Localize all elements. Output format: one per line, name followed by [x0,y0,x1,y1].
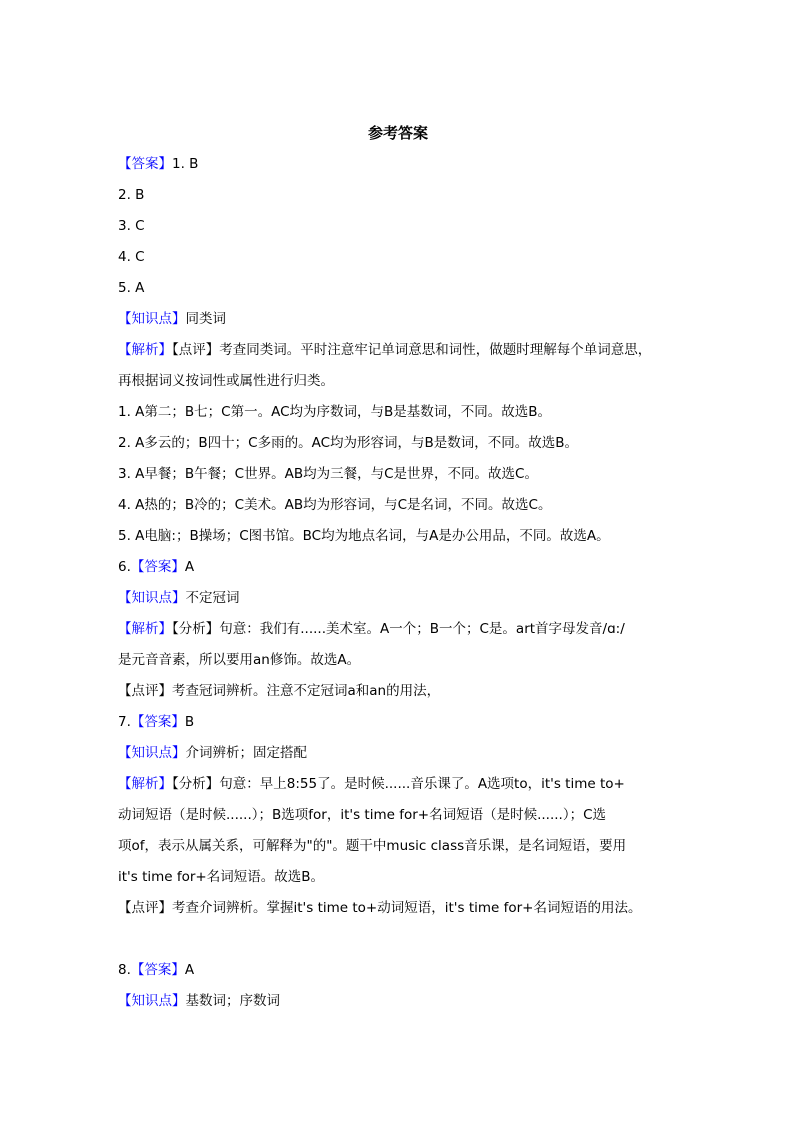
section-label: 【知识点】 [118,745,186,761]
section-label: 【解析】 [118,621,172,637]
text-line [118,304,678,335]
section-label: 【解析】 [118,776,172,792]
text-line [118,862,678,893]
line-text: it's time for+名词短语。故选B。 [118,869,325,885]
text-line [118,738,678,769]
section-label: 【答案】 [118,156,172,172]
line-text: 是元音音素，所以要用an修饰。故选A。 [118,652,361,668]
section-label: 【知识点】 [118,311,186,327]
line-text: 【点评】考查介词辨析。掌握it's time to+动词短语，it's time for+名词短语的用法。 [118,900,642,916]
line-text: 项of，表示从属关系，可解释为"的"。题干中music class音乐课，是名词短语，要用 [118,838,627,854]
text-line [118,180,678,211]
blank-line [118,924,678,955]
line-text: 4. A热的；B冷的；C美术。AB均为形容词，与C是名词，不同。故选C。 [118,497,552,513]
line-text: 不定冠词 [185,590,240,606]
line-text: 再根据词义按词性或属性进行归类。 [118,373,334,389]
line-text: 5. A电脑:；B操场；C图书馆。BC均为地点名词，与A是办公用品，不同。故选A。 [118,528,610,544]
text-line [118,614,678,645]
text-line [118,366,678,397]
line-text: 8. [118,962,131,978]
text-line [118,459,678,490]
text-line [118,676,678,707]
line-text: 3. A早餐；B午餐；C世界。AB均为三餐，与C是世界，不同。故选C。 [118,466,538,482]
line-text: B [184,714,195,730]
line-text: 【点评】考查同类词。平时注意牢记单词意思和词性，做题时理解每个单词意思， [172,342,652,358]
line-text: 介词辨析；固定搭配 [185,745,307,761]
text-line [118,273,678,304]
text-line [118,521,678,552]
line-text: 【点评】考查冠词辨析。注意不定冠词a和an的用法， [118,683,441,699]
section-label: 【答案】 [130,559,185,575]
line-text: 基数词；序数词 [185,993,280,1009]
text-line [118,893,678,924]
text-line [118,211,678,242]
line-text: 【分析】句意：我们有......美术室。A一个；B一个；C是。art首字母发音/ɑ:/ [172,621,625,637]
text-line [118,149,678,180]
line-text: 7. [118,714,131,730]
line-text: 4. C [118,249,145,265]
line-text: A [184,559,195,575]
text-line [118,335,678,366]
section-label: 【答案】 [130,962,185,978]
line-text: 5. A [118,280,145,296]
text-line [118,583,678,614]
line-text: 1. A第二；B七；C第一。AC均为序数词，与B是基数词，不同。故选B。 [118,404,552,420]
text-line [118,955,678,986]
line-text: A [184,962,195,978]
text-line [118,428,678,459]
section-label: 【知识点】 [118,993,186,1009]
text-line [118,552,678,583]
text-line [118,707,678,738]
text-line [118,769,678,800]
line-text: 1. B [172,156,199,172]
section-label: 【答案】 [130,714,185,730]
line-text: 6. [118,559,131,575]
text-line [118,986,678,1017]
text-line [118,645,678,676]
section-label: 【知识点】 [118,590,186,606]
answer-document [118,118,678,1017]
line-text: 3. C [118,218,145,234]
text-line [118,800,678,831]
text-line [118,831,678,862]
page-title: 参考答案 [367,124,428,142]
line-text: 2. A多云的；B四十；C多雨的。AC均为形容词，与B是数词，不同。故选B。 [118,435,579,451]
text-line [118,397,678,428]
line-text: 动词短语（是时候......）；B选项for，it's time for+名词短语（是时候......）；C选 [118,807,606,823]
line-text: 同类词 [185,311,226,327]
text-line [118,242,678,273]
line-text: 2. B [118,187,145,203]
section-label: 【解析】 [118,342,172,358]
text-line [118,490,678,521]
answer-body [118,149,678,1017]
line-text: 【分析】句意：早上8:55了。是时候......音乐课了。A选项to，it's time to+ [172,776,625,792]
